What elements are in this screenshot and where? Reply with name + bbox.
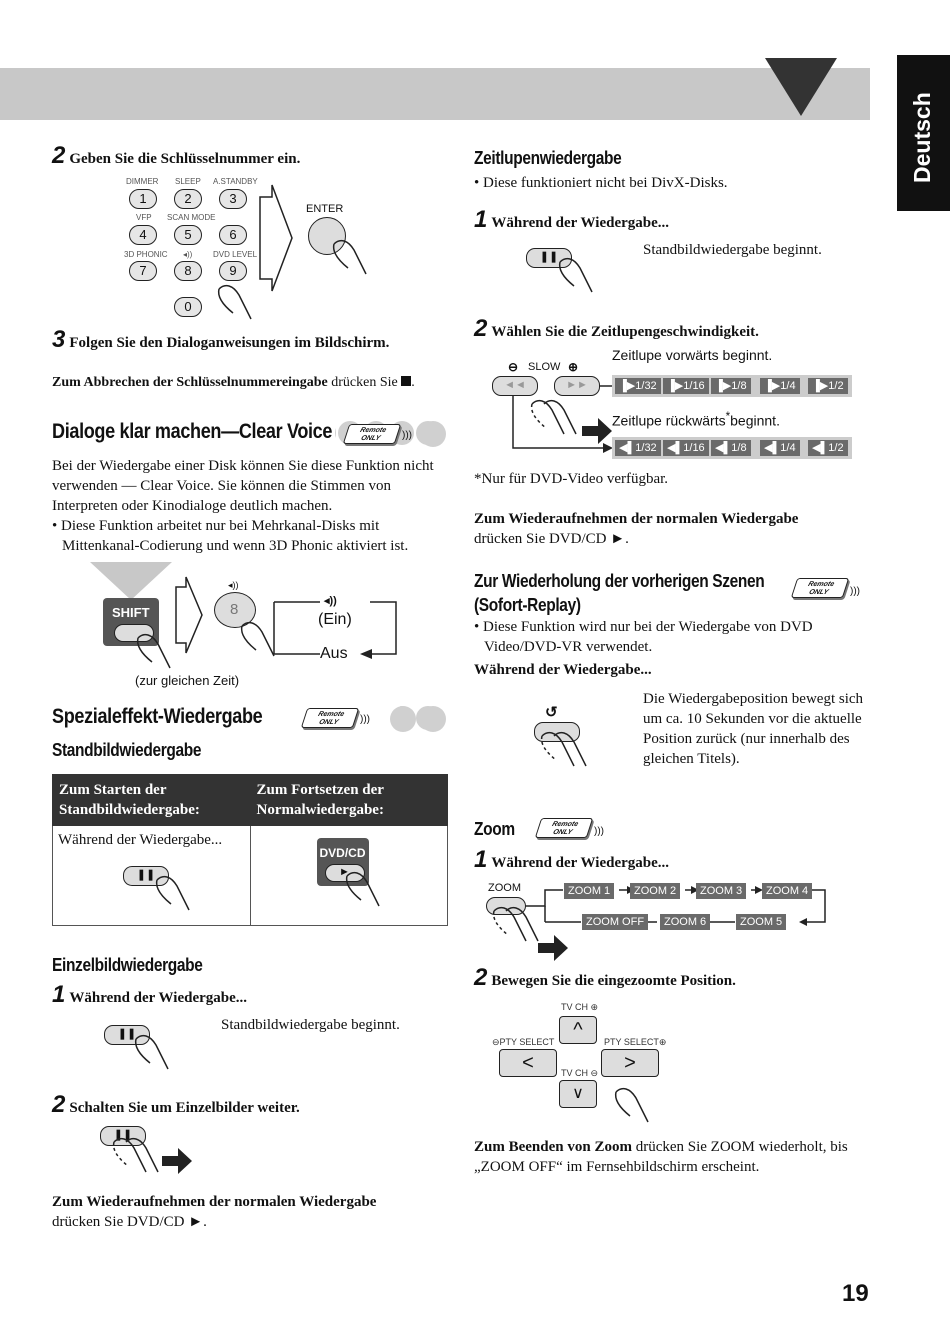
keypad-label: DIMMER [126,177,159,186]
speed-chip: ▐▶1/32 [615,378,661,394]
slow-heading: Zeitlupenwiedergabe [474,148,622,168]
zoom-level-chip: ZOOM 2 [630,883,680,899]
still-heading: Standbildwiedergabe [52,740,202,760]
same-time-note: (zur gleichen Zeit) [135,673,240,688]
replay-heading [474,569,764,617]
table-header: Zum Starten der Standbildwiedergabe: [53,775,251,826]
finger-icon [330,238,370,278]
arrow-right-icon [538,935,568,961]
cursor-down-button[interactable]: ∨ [559,1080,597,1108]
special-title: Spezialeffekt-Wiedergabe [52,705,263,728]
page-number: 19 [842,1280,869,1307]
shift-label: SHIFT [112,605,150,620]
speed-chip: ▐▶1/4 [760,378,800,394]
key-6[interactable]: 6 [219,225,247,245]
play-button[interactable]: ► [325,864,365,882]
finger-icon [343,870,383,910]
zoom-level-chip: ZOOM 5 [736,914,786,930]
pty-plus-label: PTY SELECT⊕ [604,1037,667,1047]
key-3[interactable]: 3 [219,189,247,209]
sound-on-icon: ◂)) [324,595,337,607]
tvch-plus-label: TV CH ⊕ [561,1002,599,1012]
right-resume-note [474,509,874,549]
table-cell-text: Während der Wiedergabe... [58,832,223,848]
step-number: 1 [474,846,488,873]
arrow-right-icon [582,418,612,444]
pause-button[interactable]: ❚❚ [526,248,572,268]
cancel-note-bold: Zum Abbrechen der Schlüsselnummereingabe [52,375,328,390]
speed-chip: ▐▶1/8 [711,378,751,394]
finger-repeat-icon [528,398,584,444]
step-text: Wählen Sie die Zeitlupengeschwindigkeit. [491,324,759,340]
left-step-3 [52,326,389,354]
clearvoice-bullet: • Diese Funktion arbeitet nur bei Mehrkanal-Disks mit Mittenkanal-Codierung und wenn 3D Phonic aktiviert ist. [52,518,409,554]
slow-step-1-note: Standbildwiedergabe beginnt. [643,242,822,258]
slow-forward-button[interactable]: ►► [554,376,600,396]
key-5[interactable]: 5 [174,225,202,245]
zoom-label: ZOOM [488,882,521,894]
replay-icon: ↺ [545,704,558,721]
footnote-mark: * [725,410,731,423]
zoom-heading: Zoom [474,819,515,839]
step-text: Während der Wiedergabe... [491,215,670,231]
finger-icon [215,283,255,323]
resume-text: drücken Sie DVD/CD ►. [474,531,629,547]
slow-bullet: • Diese funktioniert nicht bei DivX-Disks. [474,175,728,191]
replay-during: Während der Wiedergabe... [474,662,652,678]
key-0[interactable]: 0 [174,297,202,317]
slow-label: SLOW [528,361,561,373]
dots-bg [420,706,446,732]
enter-label: ENTER [306,203,344,215]
zoom-level-chip: ZOOM OFF [582,914,648,930]
replay-description: Die Wiedergabeposition bewegt sich um ca. 10 Sekunden vor die aktuelle Position zurück (nur innerhalb des gleichen Titels). [643,691,864,767]
signal-icon: ))) [594,826,604,837]
step-number: 2 [474,964,488,991]
header-band [0,68,870,120]
cursor-left-button[interactable]: < [499,1049,557,1077]
zoom-level-chip: ZOOM 1 [564,883,614,899]
still-table [52,774,448,926]
header-triangle-icon [765,58,837,118]
key-4[interactable]: 4 [129,225,157,245]
step-text: Geben Sie die Schlüsselnummer ein. [69,151,301,167]
step-text: Während der Wiedergabe... [491,855,670,871]
frame-step-1 [52,981,247,1009]
keypad-label: SLEEP [175,177,201,186]
zoom-end-text: drücken Sie ZOOM wiederholt, bis „ZOOM OFF“ im Fernsehbildschirm erscheint. [474,1139,848,1175]
step-text: Folgen Sie den Dialoganweisungen im Bildschirm. [69,335,390,351]
replay-heading-line2: (Sofort-Replay) [474,595,581,615]
signal-icon: ))) [850,586,860,597]
arrow-right-icon [258,183,294,293]
step-number: 2 [52,142,66,169]
signal-icon: ))) [360,714,370,725]
resume-bold: Zum Wiederaufnehmen der normalen Wiedergabe [474,511,799,527]
finger-icon [556,256,596,296]
pause-button[interactable]: ❚❚ [104,1025,150,1045]
finger-icon [132,1033,172,1073]
key-9[interactable]: 9 [219,261,247,281]
pty-minus-label: ⊖PTY SELECT [492,1037,555,1047]
step-number: 3 [52,326,66,353]
speed-chip: ▐▶1/16 [663,378,709,394]
dvdcd-label: DVD/CD [319,846,366,860]
finger-repeat-icon [538,730,594,776]
remote-only-badge: Remote ONLY [791,578,849,598]
slow-plus-icon: ⊕ [568,360,579,374]
keypad-label: VFP [136,213,152,222]
clearvoice-title: Dialoge klar machen—Clear Voice [52,420,333,443]
table-cell [53,826,251,926]
step-text: Schalten Sie um Einzelbilder weiter. [69,1100,300,1116]
step-number: 2 [474,315,488,342]
state-off: Aus [320,645,348,662]
step-number: 1 [474,206,488,233]
slow-reverse-note [612,410,780,429]
cancel-note-text: drücken Sie [331,375,398,390]
signal-icon: ))) [402,430,412,441]
frame-step-2 [52,1091,300,1119]
slow-forward-note: Zeitlupe vorwärts beginnt. [612,347,773,363]
dots-bg [420,421,446,447]
clearvoice-paragraph: Bei der Wiedergabe einer Disk können Sie diese Funktion nicht verwenden — Clear Voice. Sie können die Stimmen von Interpreten oder Kinodialoge deutlich machen. [52,458,434,514]
step-number: 1 [52,981,66,1008]
zoom-level-chip: ZOOM 3 [696,883,746,899]
speed-chip: ◀▌1/32 [615,440,661,456]
slow-footnote: *Nur für DVD-Video verfügbar. [474,471,669,487]
zoom-end-bold: Zum Beenden von Zoom [474,1139,632,1155]
language-tab [897,55,950,211]
key-8[interactable]: 8 [174,261,202,281]
state-on: (Ein) [318,611,352,628]
arrow-right-icon [174,575,204,655]
speed-chip: ◀▌1/16 [663,440,709,456]
keypad-label: SCAN MODE [167,213,216,222]
slow-reverse-text: Zeitlupe rückwärts [612,412,726,429]
slow-step-1 [474,206,669,234]
key-8-label: 8 [230,601,239,618]
step-number: 2 [52,1091,66,1118]
table-header: Zum Fortsetzen der Normalwiedergabe: [250,775,448,826]
slow-step-2 [474,315,759,343]
step-text: Während der Wiedergabe... [69,990,248,1006]
keypad-label: A.STANDBY [213,177,258,186]
keypad-label: 3D PHONIC [124,250,168,259]
language-tab-label: Deutsch [909,92,935,183]
cursor-up-button[interactable]: ^ [559,1016,597,1044]
finger-icon [134,632,174,672]
speed-chip: ◀▌1/4 [760,440,800,456]
speed-chip: ▐▶1/2 [808,378,848,394]
sound-icon: ◂)) [183,250,193,259]
pause-button[interactable]: ❚❚ [123,866,169,886]
step-text: Bewegen Sie die eingezoomte Position. [491,973,736,989]
slow-reverse-button[interactable]: ◄◄ [492,376,538,396]
resume-bold: Zum Wiederaufnehmen der normalen Wiedergabe [52,1194,377,1210]
slow-reverse-text-end: beginnt. [730,412,780,429]
replay-heading-line1: Zur Wiederholung der vorherigen Szenen [474,571,765,591]
cancel-note: Zum Abbrechen der Schlüsselnummereingabe drücken Sie . [52,375,415,390]
dots-bg [390,706,416,732]
key-7[interactable]: 7 [129,261,157,281]
table-cell [250,826,448,926]
tvch-minus-label: TV CH ⊖ [561,1068,599,1078]
remote-only-badge: Remote ONLY [343,424,401,444]
finger-icon [612,1086,652,1126]
replay-bullet: • Diese Funktion wird nur bei der Wiedergabe von DVD Video/DVD-VR verwendet. [474,619,813,655]
frame-heading: Einzelbildwiedergabe [52,955,203,975]
stop-icon [401,376,411,386]
keypad-label: DVD LEVEL [213,250,258,259]
zoom-step-1 [474,846,669,874]
left-resume-note [52,1192,452,1232]
key-2[interactable]: 2 [174,189,202,209]
finger-repeat-icon [110,1136,166,1182]
remote-only-badge: Remote ONLY [535,818,593,838]
zoom-level-chip: ZOOM 6 [660,914,710,930]
zoom-level-chip: ZOOM 4 [762,883,812,899]
arrow-right-icon [162,1148,192,1174]
press-arrow-icon [90,562,172,602]
slow-minus-icon: ⊖ [508,360,519,374]
zoom-end-note [474,1137,874,1177]
pause-button[interactable]: ❚❚ [100,1126,146,1146]
cursor-right-button[interactable]: > [601,1049,659,1077]
zoom-step-2 [474,964,736,992]
key-1[interactable]: 1 [129,189,157,209]
left-step-2 [52,142,300,170]
remote-only-badge: Remote ONLY [301,708,359,728]
speed-chip: ◀▌1/2 [808,440,848,456]
speed-chip: ◀▌1/8 [711,440,751,456]
resume-text: drücken Sie DVD/CD ►. [52,1214,207,1230]
frame-step-1-note: Standbildwiedergabe beginnt. [221,1017,400,1033]
finger-icon [153,874,193,914]
sound-icon: ◂)) [228,580,239,590]
